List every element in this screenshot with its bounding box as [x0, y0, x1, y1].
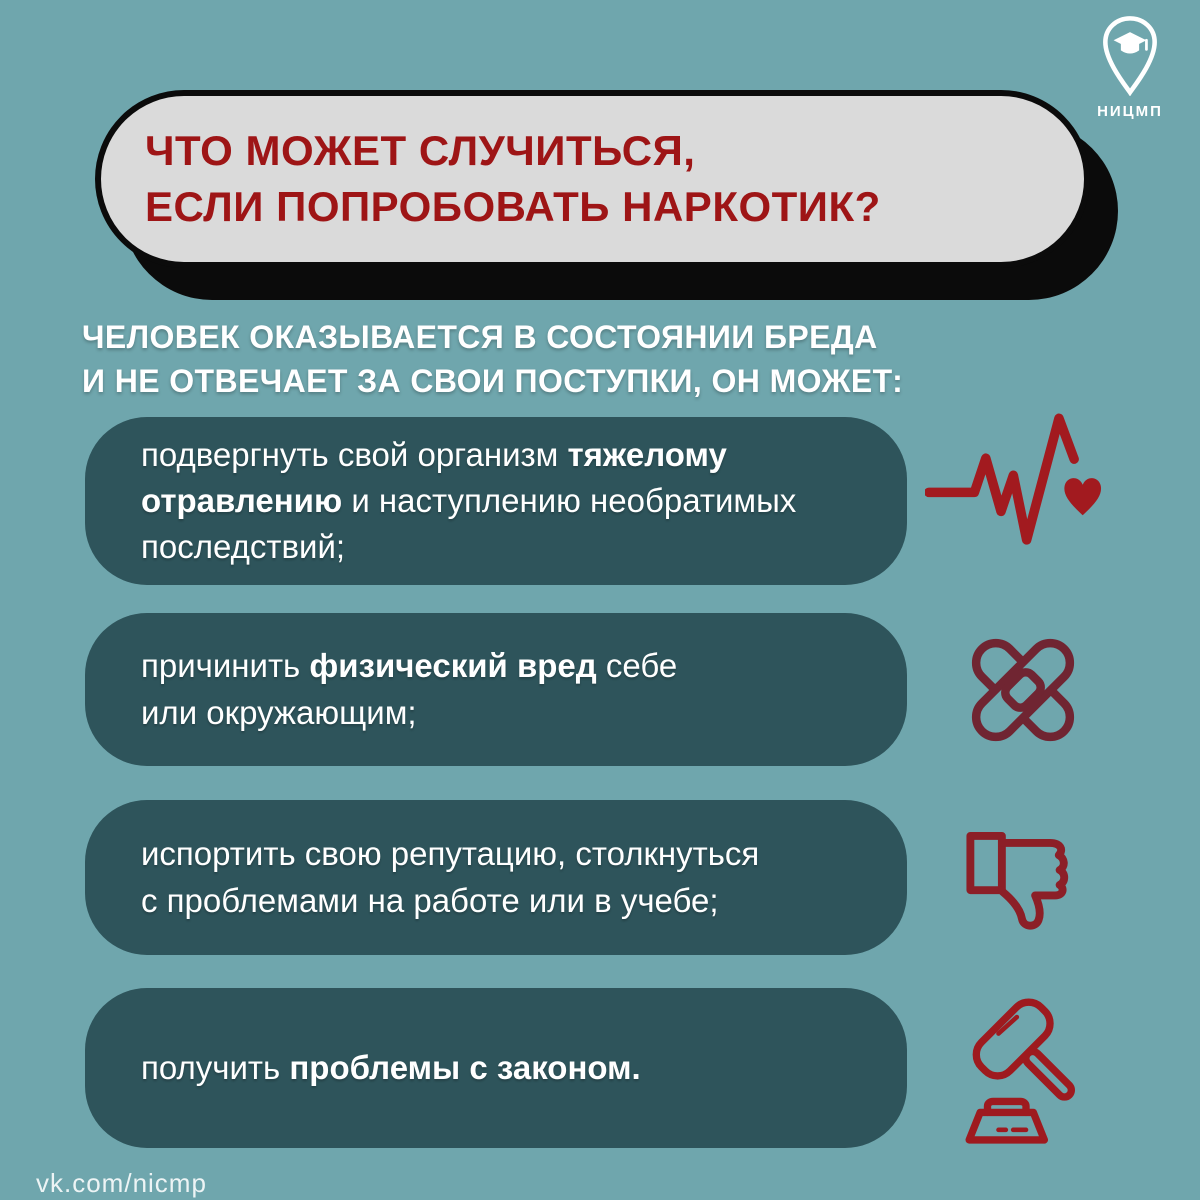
location-pin-graduation-cap-icon: [1093, 12, 1167, 101]
subtitle-line-2: И НЕ ОТВЕЧАЕТ ЗА СВОИ ПОСТУПКИ, ОН МОЖЕТ:: [82, 362, 904, 399]
subtitle-line-1: ЧЕЛОВЕК ОКАЗЫВАЕТСЯ В СОСТОЯНИИ БРЕДА: [82, 319, 878, 355]
nicmp-logo: [1074, 12, 1186, 120]
title-pill: [95, 90, 1090, 268]
list-item-poisoning: подвергнуть свой организм тяжелому отравлению и наступлению необратимых последствий;: [85, 417, 907, 585]
vk-link[interactable]: vk.com/nicmp: [36, 1168, 207, 1198]
list-item-physical-harm: причинить физический вред себе или окружающим;: [85, 613, 907, 766]
page-title-line-2: ЕСЛИ ПОПРОБОВАТЬ НАРКОТИК?: [145, 183, 881, 230]
thumbs-down-icon: [952, 818, 1092, 955]
page-title-line-1: ЧТО МОЖЕТ СЛУЧИТЬСЯ,: [145, 127, 696, 175]
crossed-bandages-icon: [948, 615, 1098, 770]
logo-label: НИЦМП: [1097, 103, 1163, 120]
gavel-icon: [938, 995, 1103, 1156]
list-item-reputation: испортить свою репутацию, столкнуться с проблемами на работе или в учебе;: [85, 800, 907, 955]
list-item-law-problems: получить проблемы с законом.: [85, 988, 907, 1148]
subtitle: [82, 316, 903, 403]
heartbeat-heart-icon: [925, 405, 1115, 562]
